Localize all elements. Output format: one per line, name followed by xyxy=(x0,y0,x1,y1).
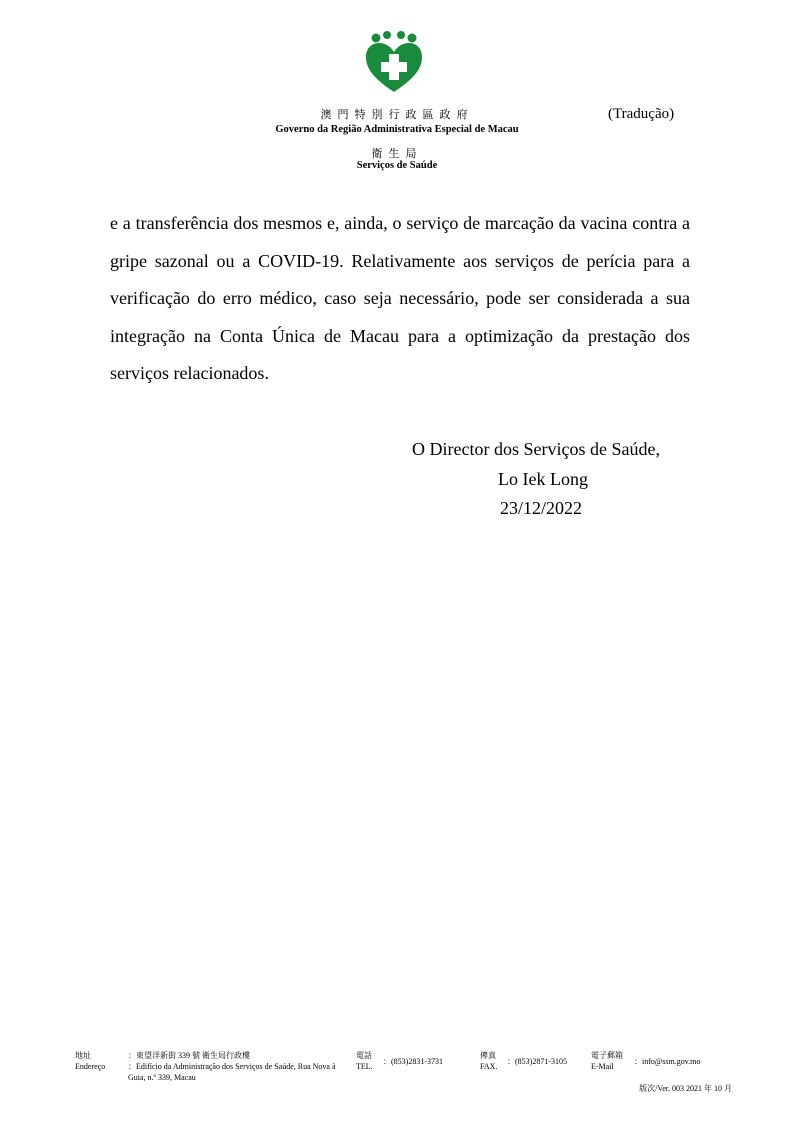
logo-figure-head xyxy=(372,34,381,43)
email-label-pt: E-Mail xyxy=(591,1062,614,1071)
health-bureau-logo xyxy=(364,30,424,94)
government-name-portuguese: Governo da Região Administrativa Especial de Macau xyxy=(275,124,519,135)
government-name-chinese: 澳門特別行政區政府 xyxy=(320,109,474,121)
fax-label xyxy=(480,1050,497,1072)
signature-date: 23/12/2022 xyxy=(500,498,583,518)
translation-note: (Tradução) xyxy=(608,106,675,122)
tel-label xyxy=(356,1050,373,1072)
address-pt: ：Edifício da Administração dos Serviços de Saúde, Rua Nova à Guia, n.º 339, Macau xyxy=(128,1062,336,1082)
logo-cross xyxy=(381,62,407,72)
tel-value: ：(853)2831-3731 xyxy=(383,1057,443,1066)
body-paragraph: e a transferência dos mesmos e, ainda, o serviço de marcação da vacina contra a gripe sazonal ou a COVID-19. Relativamente aos serviços de perícia para a verificação do erro médico, caso seja necessário, pode ser considerada a sua integração na Conta Única de Macau para a optimização da prestação dos serviços relacionados. xyxy=(110,213,690,383)
address-zh: ：東望洋新街 339 號 衛生局行政樓 xyxy=(128,1051,250,1060)
logo-figure-head xyxy=(408,34,417,43)
address-label xyxy=(75,1050,105,1072)
department-name-portuguese: Serviços de Saúde xyxy=(356,160,438,171)
tel-label-pt: TEL. xyxy=(356,1062,373,1071)
signatory-name: Lo Iek Long xyxy=(498,469,588,489)
address-value xyxy=(128,1050,348,1083)
fax-label-zh: 傳真 xyxy=(480,1051,496,1060)
email-label-zh: 電子郵箱 xyxy=(591,1051,623,1060)
logo-figure-head xyxy=(383,31,391,39)
version-note: 版次/Ver. 003 2021 年 10 月 xyxy=(639,1084,732,1093)
fax-label-pt: FAX. xyxy=(480,1062,498,1071)
address-label-pt: Endereço xyxy=(75,1062,106,1071)
fax-value: ：(853)2871-3105 xyxy=(507,1057,567,1066)
tel-label-zh: 電話 xyxy=(356,1051,372,1060)
letter-body xyxy=(110,205,690,393)
address-label-zh: 地址 xyxy=(75,1051,91,1060)
email-value: ：info@ssm.gov.mo xyxy=(634,1057,701,1066)
logo-figure-head xyxy=(397,31,405,39)
department-name-chinese: 衛生局 xyxy=(371,148,423,160)
signatory-title: O Director dos Serviços de Saúde, xyxy=(412,439,660,459)
email-label xyxy=(591,1050,623,1072)
